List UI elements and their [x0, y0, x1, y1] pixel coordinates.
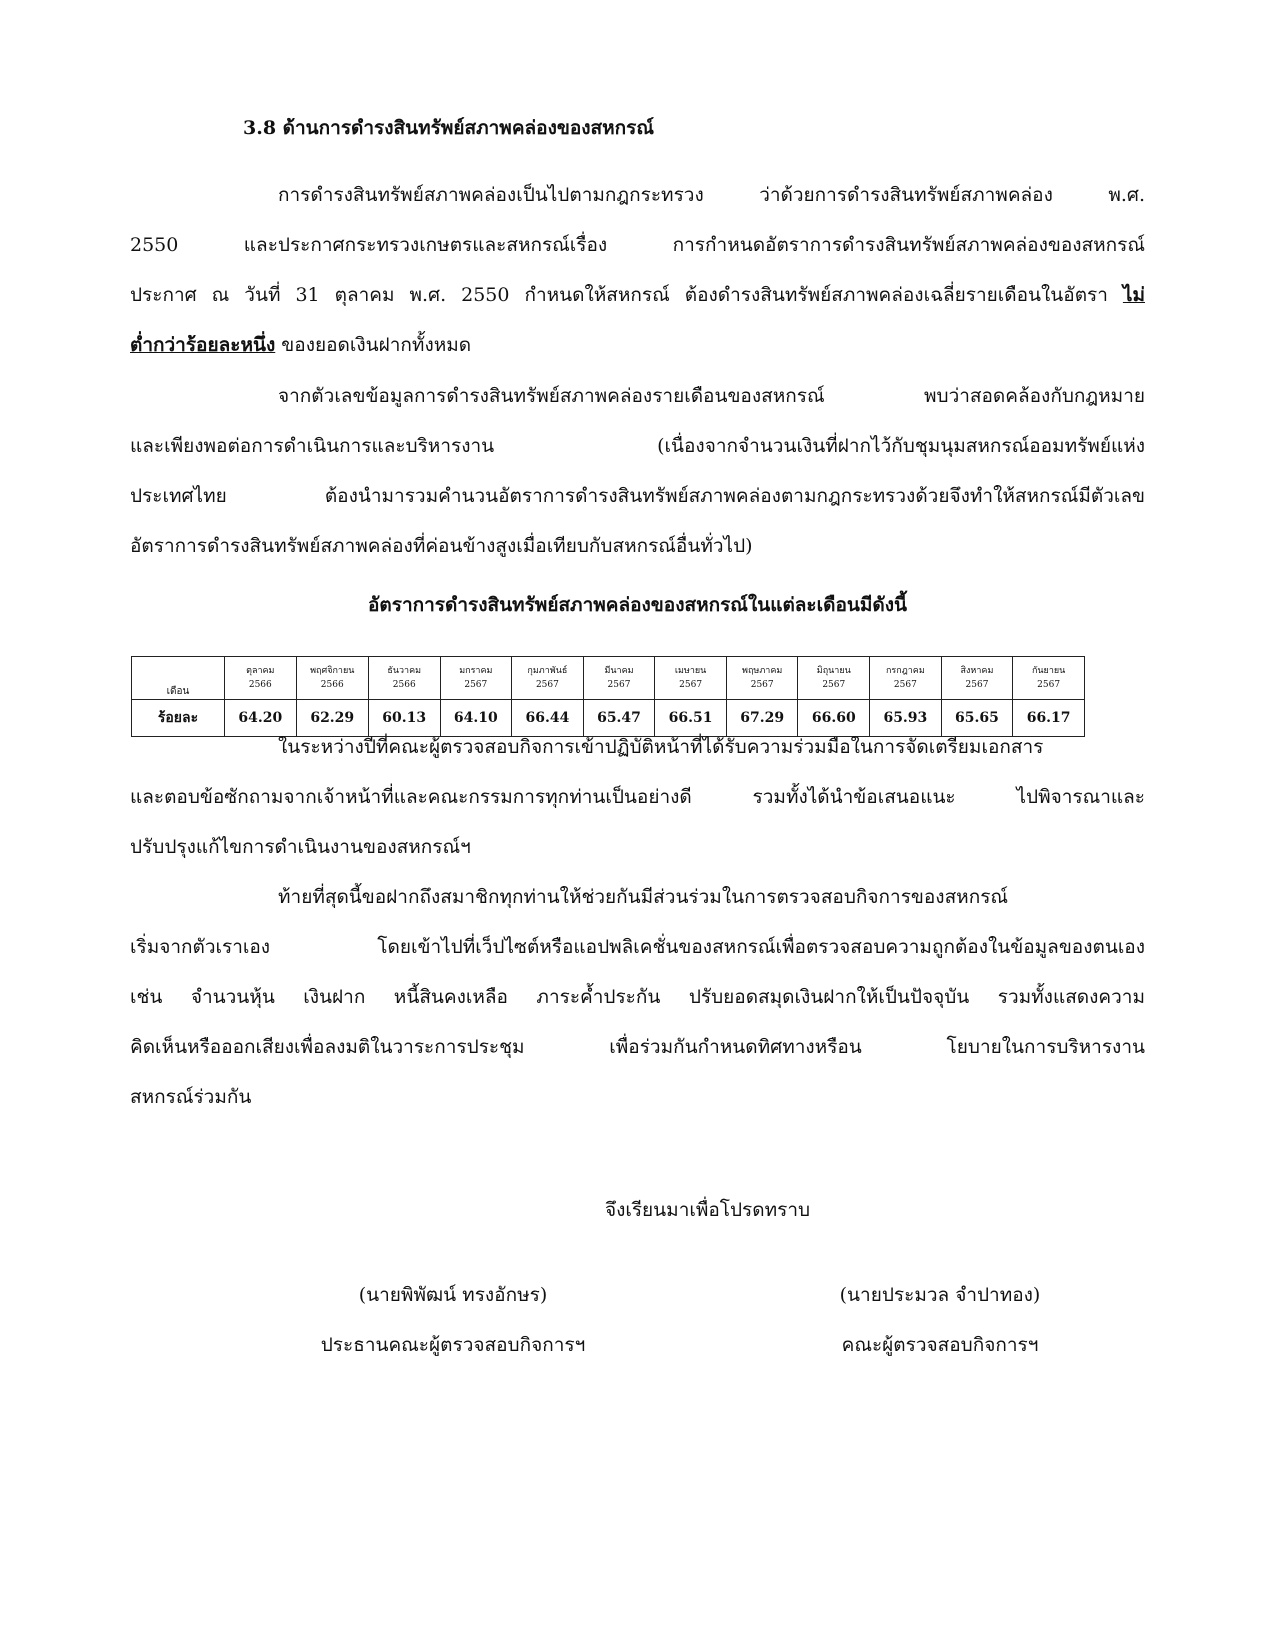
- left-signature-title: ประธานคณะผู้ตรวจสอบกิจการฯ: [320, 1334, 586, 1356]
- para1-line3-text: ประกาศ ณ วันที่ 31 ตุลาคม พ.ศ. 2550 กำหนดให้สหกรณ์ ต้องดำรงสินทรัพย์สภาพคล่องเฉลี่ยรายเดือนในอัตรา: [130, 284, 1123, 306]
- month-name: กรกฎาคม: [885, 666, 925, 676]
- month-name: กันยายน: [1031, 666, 1066, 676]
- month-year: 2567: [1037, 680, 1061, 690]
- para3-line1: ในระหว่างปีที่คณะผู้ตรวจสอบกิจการเข้าปฏิบัติหน้าที่ได้รับความร่วมมือในการจัดเตรียมเอกสาร: [278, 736, 1044, 758]
- month-name: พฤศจิกายน: [310, 666, 355, 676]
- para1-line1: การดำรงสินทรัพย์สภาพคล่องเป็นไปตามกฎกระทรวง ว่าด้วยการดำรงสินทรัพย์สภาพคล่อง พ.ศ.: [278, 184, 1145, 206]
- month-header-cell: [655, 657, 727, 700]
- percent-value-cell: 65.65: [941, 700, 1013, 737]
- month-year: 2566: [392, 680, 416, 690]
- section-heading: 3.8 ด้านการดำรงสินทรัพย์สภาพคล่องของสหกรณ์: [243, 117, 654, 139]
- month-header-cell: [870, 657, 942, 700]
- month-name: ธันวาคม: [387, 666, 422, 676]
- para2-line3: ประเทศไทย ต้องนำมารวมคำนวนอัตราการดำรงสินทรัพย์สภาพคล่องตามกฎกระทรวงด้วยจึงทำให้สหกรณ์มีตัวเลข: [130, 485, 1145, 507]
- month-year: 2567: [893, 680, 917, 690]
- percent-value-cell: 62.29: [296, 700, 368, 737]
- month-header-cell: [941, 657, 1013, 700]
- para4-line5: สหกรณ์ร่วมกัน: [130, 1086, 252, 1108]
- month-name: มกราคม: [459, 666, 493, 676]
- right-signature-name: (นายประมวล จำปาทอง): [839, 1284, 1041, 1306]
- month-name: เมษายน: [674, 666, 707, 676]
- percent-row-label: ร้อยละ: [132, 700, 225, 737]
- month-year: 2566: [248, 680, 272, 690]
- para1-line3-underlined: ไม่: [1122, 284, 1145, 306]
- month-header-cell: [512, 657, 584, 700]
- month-header-cell: [583, 657, 655, 700]
- para3-line3: ปรับปรุงแก้ไขการดำเนินงานของสหกรณ์ฯ: [130, 836, 471, 858]
- para4-line4: คิดเห็นหรือออกเสียงเพื่อลงมติในวาระการประชุม เพื่อร่วมกันกำหนดทิศทางหรือน โยบายในการบริหารงาน: [130, 1036, 1145, 1058]
- para4-line3: เช่น จำนวนหุ้น เงินฝาก หนี้สินคงเหลือ ภาระค้ำประกัน ปรับยอดสมุดเงินฝากให้เป็นปัจจุบัน รวมทั้งแสดงความ: [130, 986, 1145, 1008]
- month-name: มิถุนายน: [816, 666, 851, 676]
- month-name: มีนาคม: [604, 666, 634, 676]
- month-header-cell: [225, 657, 297, 700]
- liquidity-table: [131, 656, 1085, 737]
- month-header-cell: [1013, 657, 1085, 700]
- percent-value-cell: 65.47: [583, 700, 655, 737]
- month-year: 2567: [607, 680, 631, 690]
- month-year: 2567: [750, 680, 774, 690]
- month-year: 2567: [464, 680, 488, 690]
- month-year: 2567: [822, 680, 846, 690]
- month-name: สิงหาคม: [960, 666, 994, 676]
- table-value-row: [132, 700, 1085, 737]
- para2-line2: และเพียงพอต่อการดำเนินการและบริหารงาน (เนื่องจากจำนวนเงินที่ฝากไว้กับชุมนุมสหกรณ์ออมทรัพย์แห่ง: [130, 435, 1145, 457]
- percent-value-cell: 66.60: [798, 700, 870, 737]
- month-year: 2567: [535, 680, 559, 690]
- month-name: กุมภาพันธ์: [527, 666, 568, 676]
- para4-line2: เริ่มจากตัวเราเอง โดยเข้าไปที่เว็ปไซต์หรือแอปพลิเคชั่นของสหกรณ์เพื่อตรวจสอบความถูกต้องในข้อมูลของตนเอง: [130, 936, 1145, 958]
- month-header-cell: [296, 657, 368, 700]
- percent-value-cell: 64.10: [440, 700, 512, 737]
- table-header-row: [132, 657, 1085, 700]
- percent-value-cell: 66.17: [1013, 700, 1085, 737]
- para1-line2: 2550 และประกาศกระทรวงเกษตรและสหกรณ์เรื่อง การกำหนดอัตราการดำรงสินทรัพย์สภาพคล่องของสหกรณ์: [130, 234, 1145, 256]
- month-year: 2567: [965, 680, 989, 690]
- para1-line4-text: ของยอดเงินฝากทั้งหมด: [275, 334, 472, 356]
- percent-value-cell: 65.93: [870, 700, 942, 737]
- para1-line4: [130, 330, 1145, 360]
- para2-line4: อัตราการดำรงสินทรัพย์สภาพคล่องที่ค่อนข้างสูงเมื่อเทียบกับสหกรณ์อื่นทั่วไป): [130, 535, 753, 557]
- month-row-label: เดือน: [132, 657, 225, 700]
- table-title: อัตราการดำรงสินทรัพย์สภาพคล่องของสหกรณ์ในแต่ละเดือนมีดังนี้: [367, 594, 907, 616]
- percent-value-cell: 67.29: [726, 700, 798, 737]
- percent-value-cell: 64.20: [225, 700, 297, 737]
- month-name: พฤษภาคม: [742, 666, 783, 676]
- para4-line1: ท้ายที่สุดนี้ขอฝากถึงสมาชิกทุกท่านให้ช่วยกันมีส่วนร่วมในการตรวจสอบกิจการของสหกรณ์: [278, 886, 1009, 908]
- para2-line1: จากตัวเลขข้อมูลการดำรงสินทรัพย์สภาพคล่องรายเดือนของสหกรณ์ พบว่าสอดคล้องกับกฎหมาย: [278, 385, 1145, 407]
- month-header-cell: [368, 657, 440, 700]
- month-header-cell: [798, 657, 870, 700]
- percent-value-cell: 66.44: [512, 700, 584, 737]
- percent-value-cell: 60.13: [368, 700, 440, 737]
- right-signature-title: คณะผู้ตรวจสอบกิจการฯ: [841, 1334, 1039, 1356]
- month-name: ตุลาคม: [246, 666, 275, 676]
- left-signature-name: (นายพิพัฒน์ ทรงอักษร): [358, 1284, 548, 1306]
- para3-line2: และตอบข้อซักถามจากเจ้าหน้าที่และคณะกรรมการทุกท่านเป็นอย่างดี รวมทั้งได้นำข้อเสนอแนะ ไปพิจารณาและ: [130, 786, 1145, 808]
- percent-value-cell: 66.51: [655, 700, 727, 737]
- month-year: 2567: [679, 680, 703, 690]
- month-year: 2566: [320, 680, 344, 690]
- para1-line4-underlined: ต่ำกว่าร้อยละหนึ่ง: [130, 334, 276, 356]
- month-header-cell: [726, 657, 798, 700]
- closing-line: จึงเรียนมาเพื่อโปรดทราบ: [604, 1199, 811, 1221]
- para1-line3: [130, 280, 1145, 310]
- month-header-cell: [440, 657, 512, 700]
